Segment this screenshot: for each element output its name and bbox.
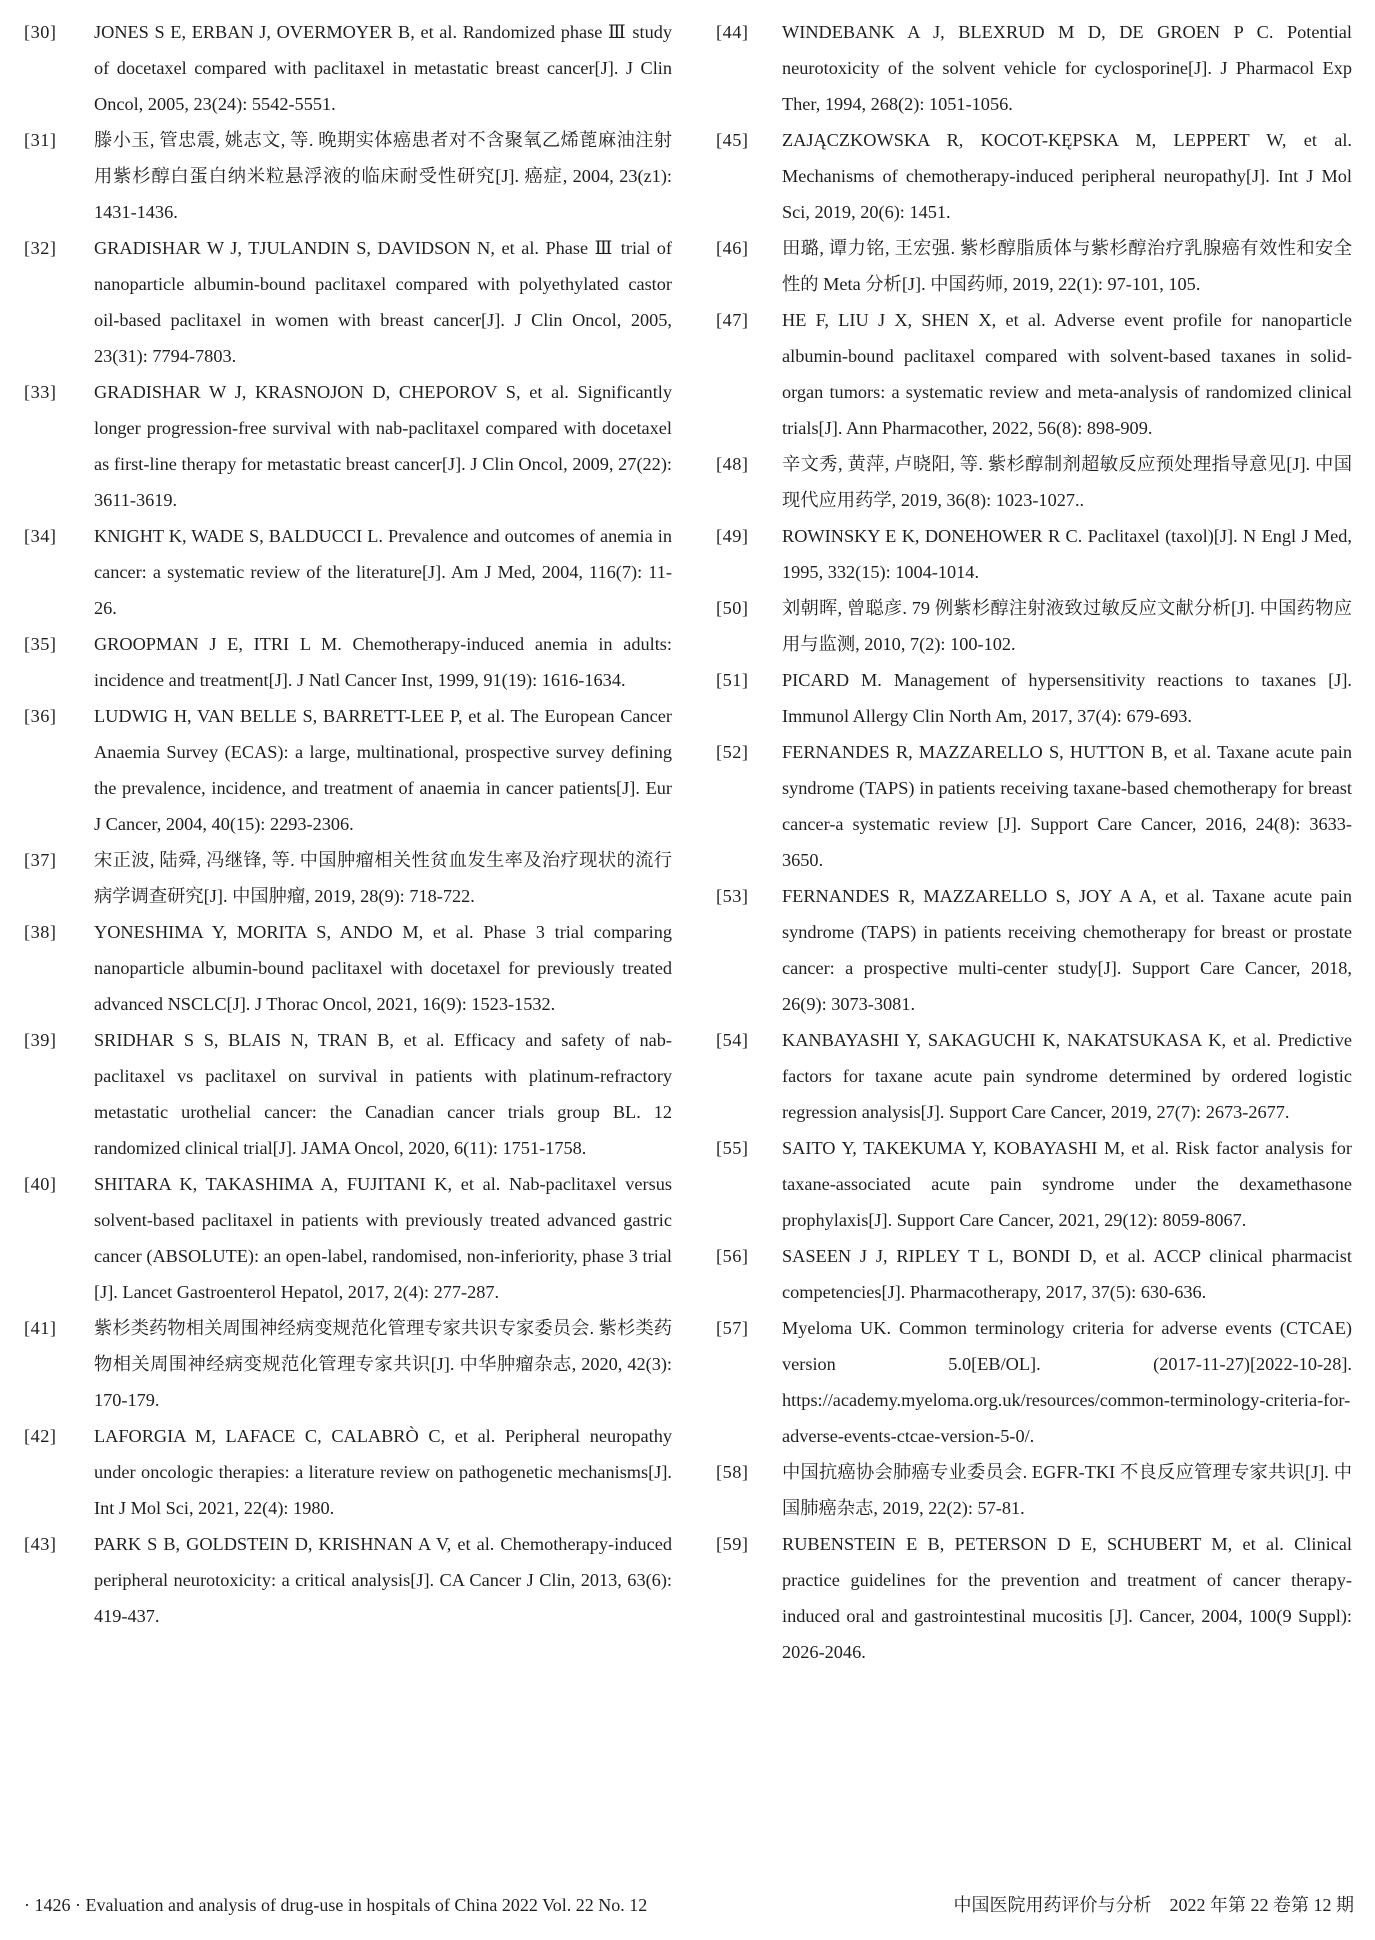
reference-text: HE F, LIU J X, SHEN X, et al. Adverse event profile for nanoparticle albumin-bound paclitaxel compared with solvent-based taxanes in solid-organ tumors: a systematic review and meta-analysis of randomized clinical trials[J]. Ann Pharmacother, 2022, 56(8): 898-909.	[782, 310, 1352, 438]
page-footer	[24, 1888, 1354, 1922]
reference-item	[716, 122, 1352, 230]
reference-number: [49]	[716, 526, 749, 546]
reference-text: SASEEN J J, RIPLEY T L, BONDI D, et al. ACCP clinical pharmacist competencies[J]. Pharmacotherapy, 2017, 37(5): 630-636.	[782, 1246, 1352, 1302]
reference-text: YONESHIMA Y, MORITA S, ANDO M, et al. Phase 3 trial comparing nanoparticle albumin-bound paclitaxel with docetaxel for previously treated advanced NSCLC[J]. J Thorac Oncol, 2021, 16(9): 1523-1532.	[94, 922, 672, 1014]
reference-number: [56]	[716, 1246, 749, 1266]
reference-item	[716, 590, 1352, 662]
reference-item	[716, 302, 1352, 446]
reference-text: RUBENSTEIN E B, PETERSON D E, SCHUBERT M, et al. Clinical practice guidelines for the prevention and treatment of cancer therapy-induced oral and gastrointestinal mucositis [J]. Cancer, 2004, 100(9 Suppl): 2026-2046.	[782, 1534, 1352, 1662]
reference-number: [33]	[24, 382, 57, 402]
reference-number: [30]	[24, 22, 57, 42]
reference-item	[24, 1022, 672, 1166]
reference-text: GRADISHAR W J, TJULANDIN S, DAVIDSON N, et al. Phase Ⅲ trial of nanoparticle albumin-bound paclitaxel compared with polyethylated castor oil-based paclitaxel in women with breast cancer[J]. J Clin Oncol, 2005, 23(31): 7794-7803.	[94, 238, 672, 366]
reference-number: [46]	[716, 238, 749, 258]
reference-number: [42]	[24, 1426, 57, 1446]
reference-text: LUDWIG H, VAN BELLE S, BARRETT-LEE P, et al. The European Cancer Anaemia Survey (ECAS): a large, multinational, prospective survey defining the prevalence, incidence, and treatment of anaemia in cancer patients[J]. Eur J Cancer, 2004, 40(15): 2293-2306.	[94, 706, 672, 834]
reference-column-left	[24, 14, 672, 1634]
reference-number: [38]	[24, 922, 57, 942]
reference-number: [41]	[24, 1318, 57, 1338]
reference-item	[716, 662, 1352, 734]
reference-item	[716, 446, 1352, 518]
reference-text: WINDEBANK A J, BLEXRUD M D, DE GROEN P C. Potential neurotoxicity of the solvent vehicle for cyclosporine[J]. J Pharmacol Exp Ther, 1994, 268(2): 1051-1056.	[782, 22, 1352, 114]
reference-number: [53]	[716, 886, 749, 906]
reference-text: GROOPMAN J E, ITRI L M. Chemotherapy-induced anemia in adults: incidence and treatment[J]. J Natl Cancer Inst, 1999, 91(19): 1616-1634.	[94, 634, 672, 690]
reference-item	[716, 1526, 1352, 1670]
reference-item	[24, 1166, 672, 1310]
reference-item	[716, 734, 1352, 878]
reference-number: [39]	[24, 1030, 57, 1050]
reference-number: [45]	[716, 130, 749, 150]
reference-number: [34]	[24, 526, 57, 546]
reference-text: PICARD M. Management of hypersensitivity reactions to taxanes [J]. Immunol Allergy Clin North Am, 2017, 37(4): 679-693.	[782, 670, 1352, 726]
reference-text: SRIDHAR S S, BLAIS N, TRAN B, et al. Efficacy and safety of nab-paclitaxel vs paclitaxel on survival in patients with platinum-refractory metastatic urothelial cancer: the Canadian cancer trials group BL. 12 randomized clinical trial[J]. JAMA Oncol, 2020, 6(11): 1751-1758.	[94, 1030, 672, 1158]
reference-item	[24, 698, 672, 842]
reference-item	[716, 1454, 1352, 1526]
reference-number: [35]	[24, 634, 57, 654]
reference-text: LAFORGIA M, LAFACE C, CALABRÒ C, et al. Peripheral neuropathy under oncologic therapies: a literature review on pathogenetic mechanisms[J]. Int J Mol Sci, 2021, 22(4): 1980.	[94, 1426, 672, 1518]
reference-number: [36]	[24, 706, 57, 726]
reference-item	[716, 878, 1352, 1022]
footer-journal-chinese: 中国医院用药评价与分析 2022 年第 22 卷第 12 期	[953, 1895, 1354, 1915]
reference-text: 田璐, 谭力铭, 王宏强. 紫杉醇脂质体与紫杉醇治疗乳腺癌有效性和安全性的 Meta 分析[J]. 中国药师, 2019, 22(1): 97-101, 105.	[782, 238, 1352, 294]
reference-item	[716, 1130, 1352, 1238]
reference-text: SHITARA K, TAKASHIMA A, FUJITANI K, et al. Nab-paclitaxel versus solvent-based paclitaxel in patients with previously treated advanced gastric cancer (ABSOLUTE): an open-label, randomised, non-inferiority, phase 3 trial [J]. Lancet Gastroenterol Hepatol, 2017, 2(4): 277-287.	[94, 1174, 672, 1302]
reference-item	[24, 374, 672, 518]
reference-number: [50]	[716, 598, 749, 618]
reference-text: ZAJĄCZKOWSKA R, KOCOT-KĘPSKA M, LEPPERT W, et al. Mechanisms of chemotherapy-induced peripheral neuropathy[J]. Int J Mol Sci, 2019, 20(6): 1451.	[782, 130, 1352, 222]
reference-number: [48]	[716, 454, 749, 474]
reference-number: [37]	[24, 850, 57, 870]
reference-item	[24, 1310, 672, 1418]
reference-item	[716, 1238, 1352, 1310]
reference-number: [51]	[716, 670, 749, 690]
reference-text: 辛文秀, 黄萍, 卢晓阳, 等. 紫杉醇制剂超敏反应预处理指导意见[J]. 中国现代应用药学, 2019, 36(8): 1023-1027..	[782, 454, 1352, 510]
reference-number: [31]	[24, 130, 57, 150]
reference-item	[24, 626, 672, 698]
reference-text: GRADISHAR W J, KRASNOJON D, CHEPOROV S, et al. Significantly longer progression-free survival with nab-paclitaxel compared with docetaxel as first-line therapy for metastatic breast cancer[J]. J Clin Oncol, 2009, 27(22): 3611-3619.	[94, 382, 672, 510]
reference-number: [44]	[716, 22, 749, 42]
reference-item	[716, 518, 1352, 590]
reference-text: SAITO Y, TAKEKUMA Y, KOBAYASHI M, et al. Risk factor analysis for taxane-associated acute pain syndrome under the dexamethasone prophylaxis[J]. Support Care Cancer, 2021, 29(12): 8059-8067.	[782, 1138, 1352, 1230]
reference-text: 刘朝晖, 曾聪彦. 79 例紫杉醇注射液致过敏反应文献分析[J]. 中国药物应用与监测, 2010, 7(2): 100-102.	[782, 598, 1352, 654]
reference-item	[24, 842, 672, 914]
reference-text: FERNANDES R, MAZZARELLO S, JOY A A, et al. Taxane acute pain syndrome (TAPS) in patients receiving chemotherapy for breast or prostate cancer: a prospective multi-center study[J]. Support Care Cancer, 2018, 26(9): 3073-3081.	[782, 886, 1352, 1014]
reference-number: [55]	[716, 1138, 749, 1158]
reference-text: FERNANDES R, MAZZARELLO S, HUTTON B, et al. Taxane acute pain syndrome (TAPS) in patients receiving taxane-based chemotherapy for breast cancer-a systematic review [J]. Support Care Cancer, 2016, 24(8): 3633-3650.	[782, 742, 1352, 870]
reference-text: PARK S B, GOLDSTEIN D, KRISHNAN A V, et al. Chemotherapy-induced peripheral neurotoxicity: a critical analysis[J]. CA Cancer J Clin, 2013, 63(6): 419-437.	[94, 1534, 672, 1626]
reference-number: [47]	[716, 310, 749, 330]
reference-number: [57]	[716, 1318, 749, 1338]
reference-text: Myeloma UK. Common terminology criteria for adverse events (CTCAE) version 5.0[EB/OL]. (2017-11-27)[2022-10-28]. https://academy.myeloma.org.uk/resources/common-terminology-criteria-for-adverse-events-ctcae-version-5-0/.	[782, 1318, 1352, 1446]
reference-text: 滕小玉, 管忠震, 姚志文, 等. 晚期实体癌患者对不含聚氧乙烯蓖麻油注射用紫杉醇白蛋白纳米粒悬浮液的临床耐受性研究[J]. 癌症, 2004, 23(z1): 1431-1436.	[94, 130, 672, 222]
reference-item	[716, 1022, 1352, 1130]
reference-number: [59]	[716, 1534, 749, 1554]
reference-number: [54]	[716, 1030, 749, 1050]
reference-item	[716, 14, 1352, 122]
reference-number: [32]	[24, 238, 57, 258]
reference-number: [52]	[716, 742, 749, 762]
reference-item	[716, 1310, 1352, 1454]
reference-item	[24, 122, 672, 230]
reference-text: JONES S E, ERBAN J, OVERMOYER B, et al. Randomized phase Ⅲ study of docetaxel compared with paclitaxel in metastatic breast cancer[J]. J Clin Oncol, 2005, 23(24): 5542-5551.	[94, 22, 672, 114]
reference-item	[716, 230, 1352, 302]
reference-item	[24, 14, 672, 122]
reference-number: [58]	[716, 1462, 749, 1482]
footer-journal-english: · 1426 · Evaluation and analysis of drug-use in hospitals of China 2022 Vol. 22 No. 12	[24, 1895, 648, 1915]
reference-item	[24, 1418, 672, 1526]
reference-column-right	[716, 14, 1352, 1670]
reference-text: KANBAYASHI Y, SAKAGUCHI K, NAKATSUKASA K, et al. Predictive factors for taxane acute pain syndrome determined by ordered logistic regression analysis[J]. Support Care Cancer, 2019, 27(7): 2673-2677.	[782, 1030, 1352, 1122]
reference-item	[24, 1526, 672, 1634]
reference-text: 紫杉类药物相关周围神经病变规范化管理专家共识专家委员会. 紫杉类药物相关周围神经病变规范化管理专家共识[J]. 中华肿瘤杂志, 2020, 42(3): 170-179.	[94, 1318, 672, 1410]
reference-item	[24, 230, 672, 374]
reference-text: ROWINSKY E K, DONEHOWER R C. Paclitaxel (taxol)[J]. N Engl J Med, 1995, 332(15): 1004-1014.	[782, 526, 1352, 582]
reference-number: [40]	[24, 1174, 57, 1194]
reference-text: 宋正波, 陆舜, 冯继锋, 等. 中国肿瘤相关性贫血发生率及治疗现状的流行病学调查研究[J]. 中国肿瘤, 2019, 28(9): 718-722.	[94, 850, 672, 906]
reference-item	[24, 518, 672, 626]
reference-number: [43]	[24, 1534, 57, 1554]
reference-item	[24, 914, 672, 1022]
reference-text: 中国抗癌协会肺癌专业委员会. EGFR-TKI 不良反应管理专家共识[J]. 中国肺癌杂志, 2019, 22(2): 57-81.	[782, 1462, 1352, 1518]
reference-text: KNIGHT K, WADE S, BALDUCCI L. Prevalence and outcomes of anemia in cancer: a systematic review of the literature[J]. Am J Med, 2004, 116(7): 11-26.	[94, 526, 672, 618]
